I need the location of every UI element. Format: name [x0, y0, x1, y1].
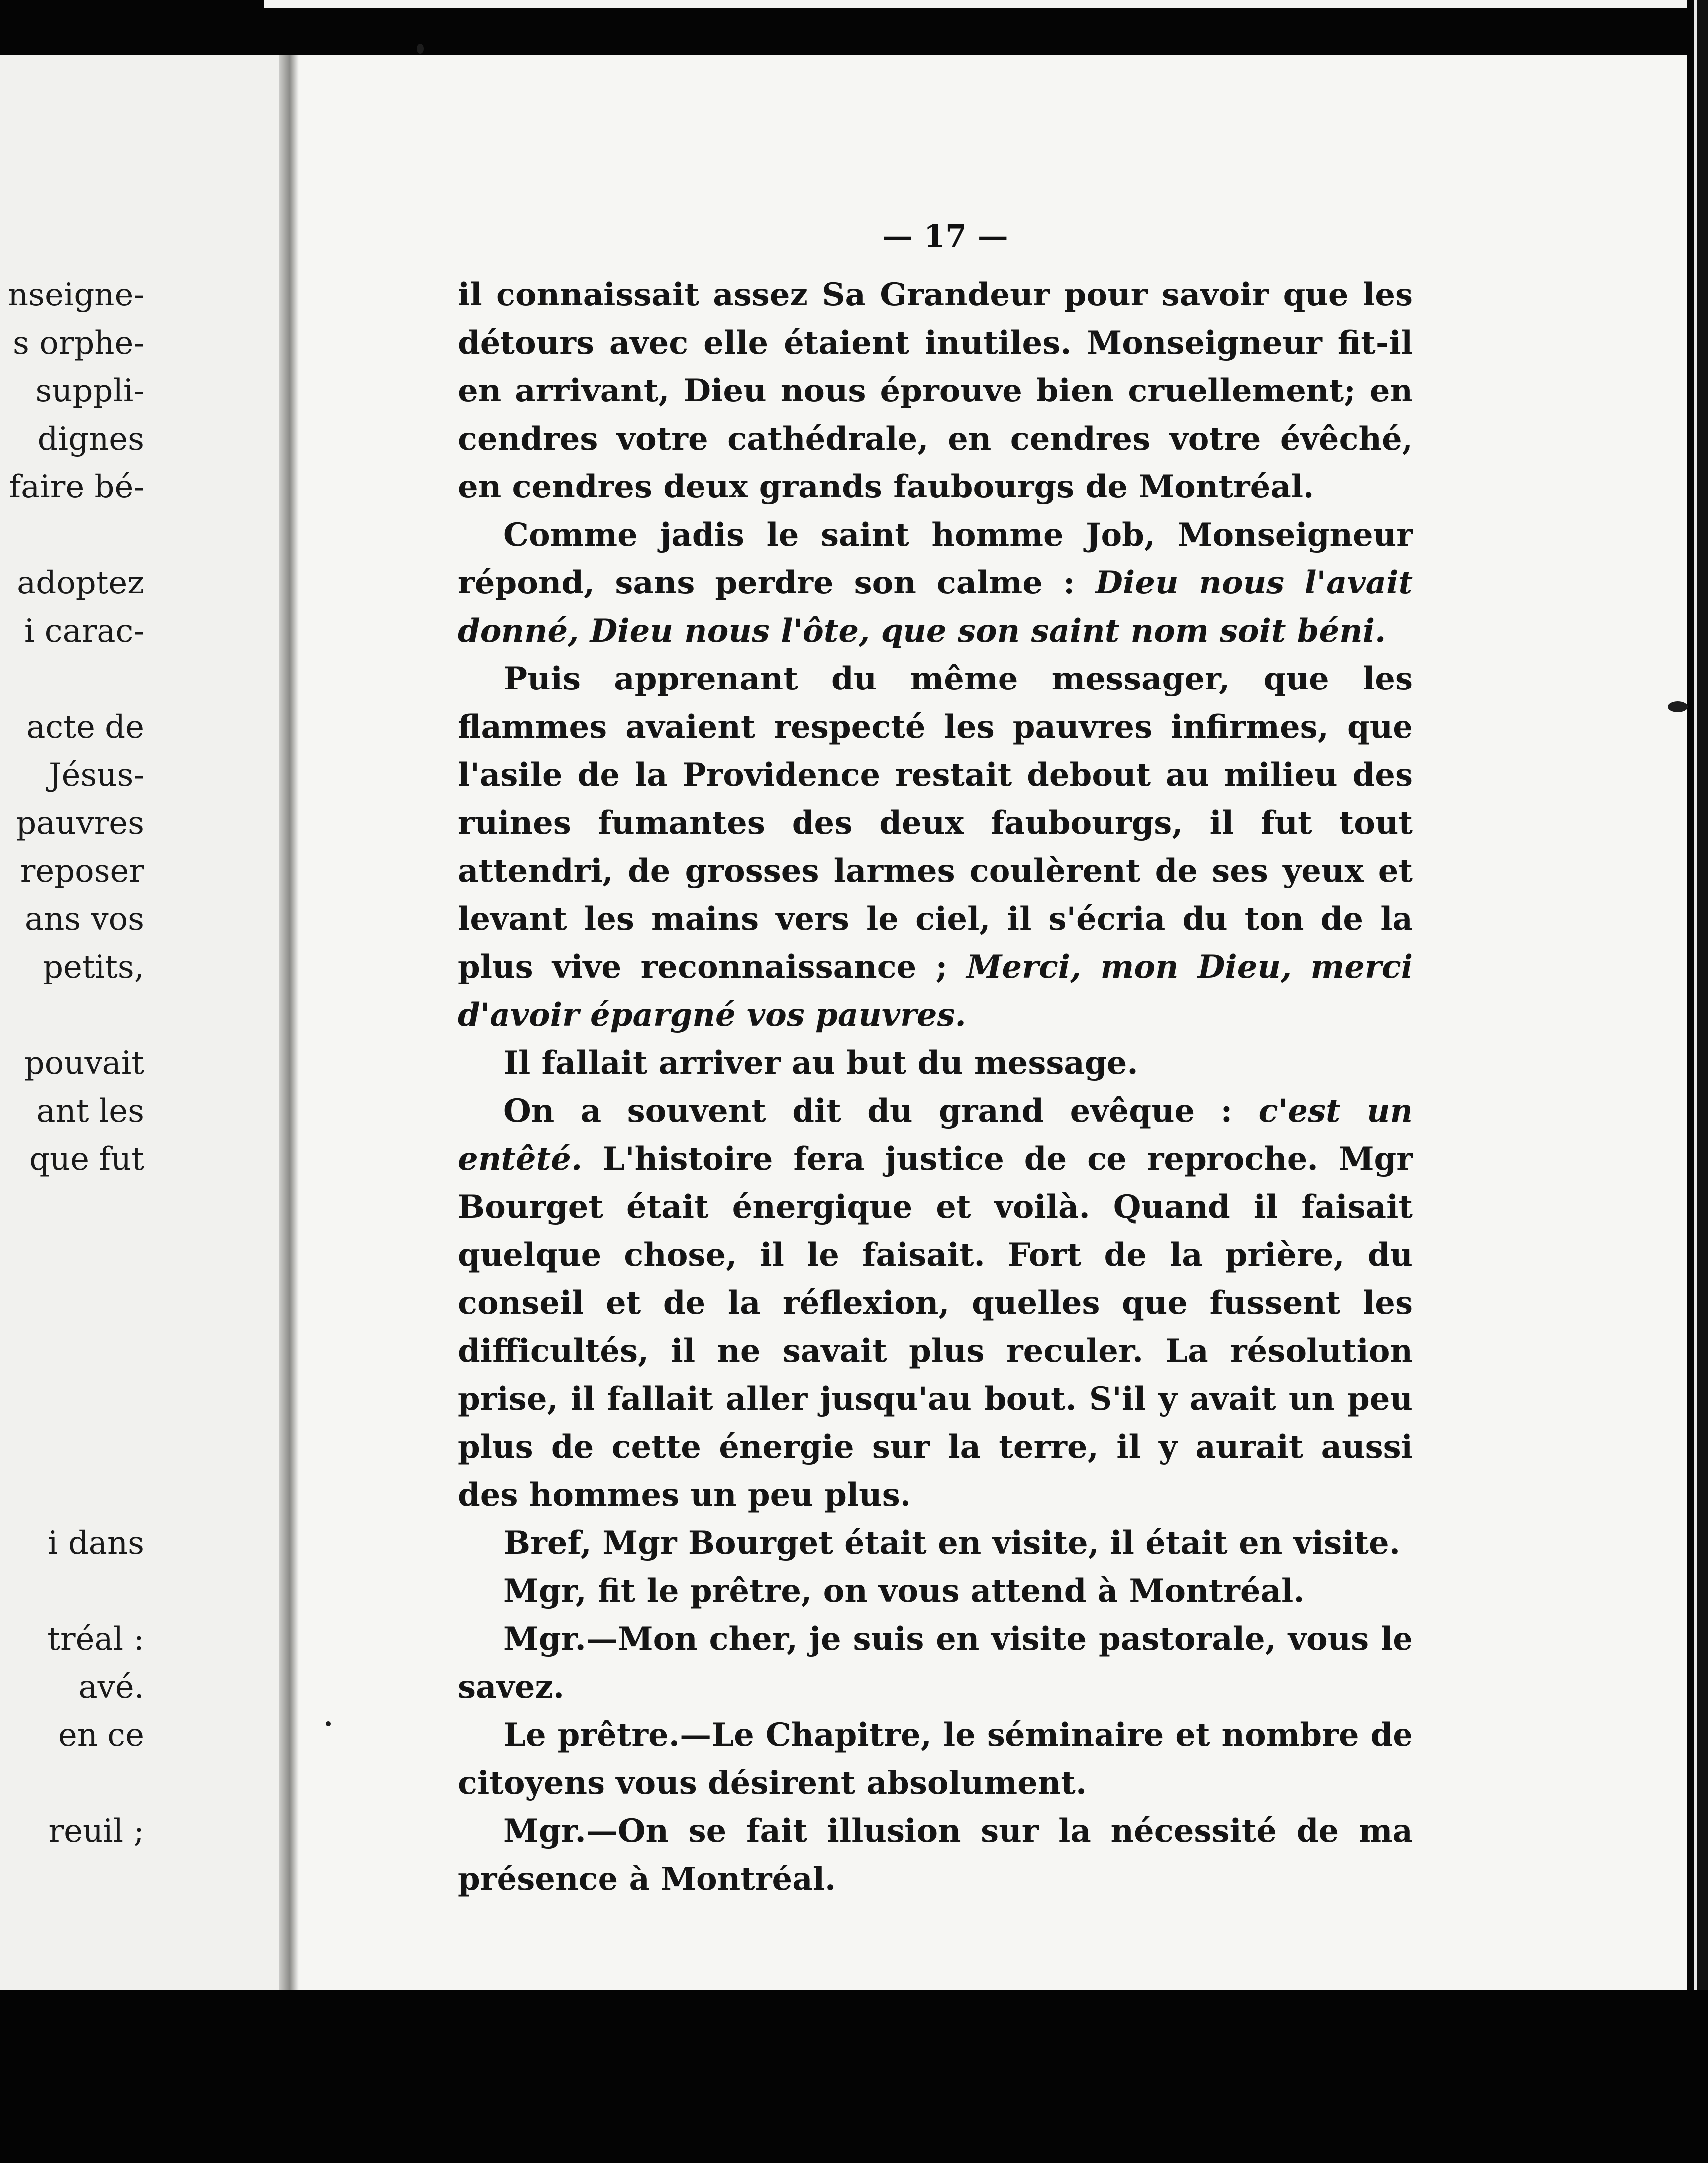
text-run: Mgr.—On se fait illusion sur la nécessité de ma présence à Montréal.: [458, 1812, 1413, 1898]
left-page-line: [0, 1231, 144, 1279]
paragraph: [458, 1519, 1413, 1568]
scan-speck: [326, 1721, 331, 1726]
paragraph: [458, 1807, 1413, 1903]
body-text: [458, 271, 1413, 1903]
left-page-line: pauvres: [16, 804, 144, 842]
page-content: [458, 216, 1413, 1903]
left-page-line: avé.: [78, 1669, 144, 1706]
left-page-line: [0, 1327, 144, 1376]
left-page-line: petits,: [43, 949, 144, 985]
italic-quote: Merci, mon Dieu, merci d'avoir épargné vos pauvres.: [458, 948, 1413, 1034]
text-run: L'histoire fera justice de ce reproche. Mgr Bourget était énergique et voilà. Quand il faisait quelque chose, il le faisait. Fort de la prière, du conseil et de la réflexion, quelles que fussent les difficultés, il ne savait plus reculer. La résolution prise, il fallait aller jusqu'au bout. S'il y avait un peu plus de cette énergie sur la terre, il y aurait aussi des hommes un peu plus.: [458, 1140, 1413, 1514]
italic-quote: Dieu nous l'avait donné, Dieu nous l'ôte, que son saint nom soit béni.: [458, 564, 1413, 650]
left-page-line: dignes: [37, 420, 144, 458]
left-page-line: que fut: [29, 1141, 144, 1178]
scan-speck: [1668, 701, 1688, 712]
paragraph: [458, 271, 1413, 511]
left-page-line: [0, 1568, 144, 1616]
main-page: [299, 55, 1687, 1990]
left-page-line: tréal :: [47, 1621, 144, 1658]
left-page-line: reuil ;: [48, 1813, 144, 1850]
left-page-line: [0, 991, 144, 1040]
book-gutter: [279, 55, 299, 1990]
paragraph: [458, 511, 1413, 656]
left-page-line: acte de: [26, 708, 144, 746]
paragraph: [458, 655, 1413, 1039]
text-run: Le prêtre.—Le Chapitre, le séminaire et nombre de citoyens vous désirent absolument.: [458, 1716, 1413, 1802]
paragraph: [458, 1087, 1413, 1520]
text-run: Mgr.—Mon cher, je suis en visite pastorale, vous le savez.: [458, 1620, 1413, 1706]
left-page-text-column: [0, 271, 144, 1856]
left-page-line: [0, 1376, 144, 1424]
left-page-line: pouvait: [24, 1045, 144, 1082]
left-page-line: s orphe-: [13, 324, 144, 362]
left-page-line: i dans: [48, 1525, 144, 1562]
left-page-line: i carac-: [24, 612, 144, 650]
left-page-line: faire bé-: [9, 469, 144, 505]
italic-quote: c'est un entêté.: [458, 1092, 1413, 1178]
paragraph: [458, 1039, 1413, 1087]
bottom-scan-margin: [0, 1990, 1708, 2163]
text-run: Comme jadis le saint homme Job, Monseigneur répond, sans perdre son calme :: [458, 516, 1413, 601]
text-run: Il fallait arriver au but du message.: [503, 1044, 1138, 1082]
text-run: il connaissait assez Sa Grandeur pour savoir que les détours avec elle étaient inutiles. Monseigneur fit-il en arrivant, Dieu nous éprouve bien cruellement; en cendres votre cathédrale, en cendres votre évêché, en cendres deux grands faubourgs de Montréal.: [458, 276, 1413, 505]
left-page-line: suppli-: [35, 373, 144, 409]
left-page-line: adoptez: [17, 565, 144, 601]
right-scan-edge: [1694, 0, 1708, 2163]
left-page-line: [0, 1472, 144, 1520]
left-page-line: [0, 1760, 144, 1808]
left-page-line: ant les: [36, 1092, 144, 1130]
left-page-line: [0, 1423, 144, 1472]
text-run: Puis apprenant du même messager, que les flammes avaient respecté les pauvres infirmes, que l'asile de la Providence restait debout au milieu des ruines fumantes des deux faubourgs, il fut tout attendri, de grosses larmes coulèrent de ses yeux et levant les mains vers le ciel, il s'écria du ton de la plus vive reconnaissance ;: [458, 660, 1413, 985]
left-page-line: en ce: [58, 1717, 144, 1754]
left-page-line: [0, 655, 144, 703]
left-page-line: [0, 511, 144, 560]
paragraph: [458, 1568, 1413, 1616]
paragraph: [458, 1615, 1413, 1711]
text-run: Bref, Mgr Bourget était en visite, il était en visite.: [503, 1524, 1401, 1562]
left-page-line: Jésus-: [48, 757, 144, 793]
left-page-line: ans vos: [24, 900, 144, 938]
top-scan-edge: [264, 0, 1687, 8]
page-number: — 17 —: [882, 218, 1008, 254]
left-page-line: nseigne-: [7, 277, 144, 313]
paragraph: [458, 1711, 1413, 1807]
text-run: Mgr, fit le prêtre, on vous attend à Montréal.: [503, 1572, 1305, 1610]
scan-speck: [417, 44, 424, 54]
left-page-line: reposer: [20, 853, 144, 889]
text-run: On a souvent dit du grand evêque :: [503, 1092, 1259, 1130]
left-page-line: [0, 1183, 144, 1232]
left-page-fragment: [0, 55, 294, 1990]
left-page-line: [0, 1279, 144, 1328]
